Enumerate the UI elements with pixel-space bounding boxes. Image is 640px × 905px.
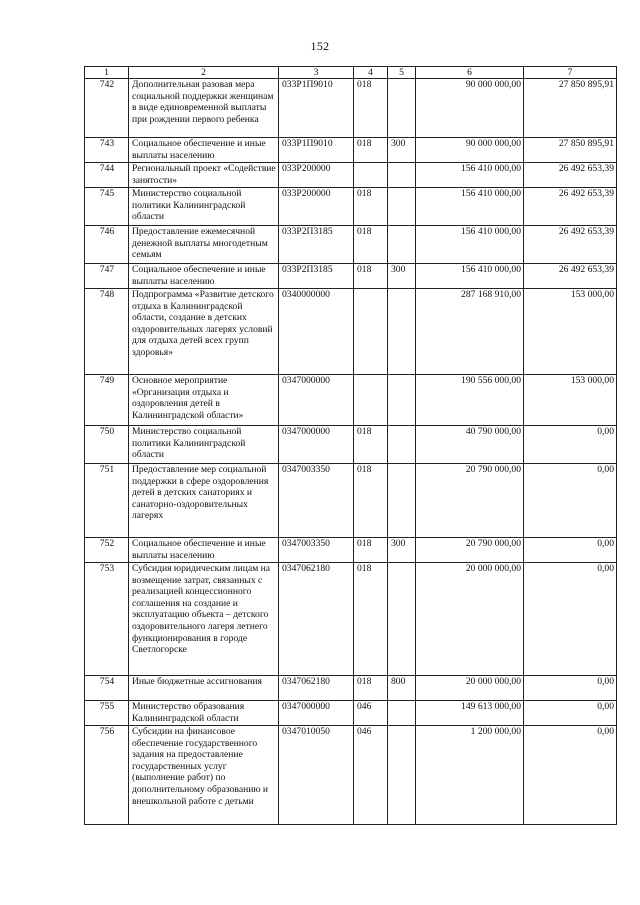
row-ministry-code: 046	[354, 701, 388, 726]
row-code: 0347000000	[279, 426, 354, 464]
row-planned-amount: 156 410 000,00	[416, 163, 524, 188]
column-header: 4	[354, 67, 388, 79]
row-planned-amount: 1 200 000,00	[416, 726, 524, 825]
table-row	[85, 701, 617, 726]
table-row	[85, 289, 617, 375]
row-name: Субсидия юридическим лицам на возмещение затрат, связанных с реализацией концессионного соглашения на создание и эксплуатацию объекта – детского оздоровительного лагеря летнего функционирования в городе Светлогорске	[129, 563, 279, 676]
row-code: 0340000000	[279, 289, 354, 375]
row-name: Социальное обеспечение и иные выплаты населению	[129, 538, 279, 563]
row-ministry-code	[354, 289, 388, 375]
row-code: 0347062180	[279, 676, 354, 701]
row-code: 033Р200000	[279, 188, 354, 226]
row-code: 0347000000	[279, 375, 354, 426]
row-executed-amount: 153 000,00	[524, 289, 617, 375]
table-row	[85, 226, 617, 264]
column-header: 6	[416, 67, 524, 79]
row-number: 752	[85, 538, 129, 563]
column-header: 5	[388, 67, 416, 79]
row-planned-amount: 287 168 910,00	[416, 289, 524, 375]
column-header: 2	[129, 67, 279, 79]
table-row	[85, 138, 617, 163]
row-expense-type: 300	[388, 538, 416, 563]
row-planned-amount: 190 556 000,00	[416, 375, 524, 426]
row-executed-amount: 26 492 653,39	[524, 163, 617, 188]
row-code: 0347003350	[279, 464, 354, 538]
row-number: 745	[85, 188, 129, 226]
row-executed-amount: 0,00	[524, 701, 617, 726]
row-code: 0347010050	[279, 726, 354, 825]
row-expense-type	[388, 163, 416, 188]
row-code: 033Р1П9010	[279, 138, 354, 163]
row-ministry-code: 018	[354, 426, 388, 464]
row-planned-amount: 90 000 000,00	[416, 138, 524, 163]
column-header: 3	[279, 67, 354, 79]
row-name: Региональный проект «Содействие занятости»	[129, 163, 279, 188]
row-ministry-code: 018	[354, 563, 388, 676]
row-number: 750	[85, 426, 129, 464]
row-planned-amount: 20 000 000,00	[416, 676, 524, 701]
row-executed-amount: 0,00	[524, 538, 617, 563]
row-number: 746	[85, 226, 129, 264]
row-code: 033Р1П9010	[279, 79, 354, 138]
row-code: 033Р2П3185	[279, 226, 354, 264]
row-executed-amount: 0,00	[524, 726, 617, 825]
row-code: 0347062180	[279, 563, 354, 676]
budget-table	[84, 66, 617, 825]
table-row	[85, 264, 617, 289]
row-executed-amount: 26 492 653,39	[524, 188, 617, 226]
header-row	[85, 67, 617, 79]
column-header: 7	[524, 67, 617, 79]
row-expense-type	[388, 226, 416, 264]
row-expense-type: 300	[388, 138, 416, 163]
row-executed-amount: 0,00	[524, 676, 617, 701]
row-planned-amount: 156 410 000,00	[416, 226, 524, 264]
row-expense-type	[388, 464, 416, 538]
row-expense-type	[388, 79, 416, 138]
table-row	[85, 538, 617, 563]
table-row	[85, 426, 617, 464]
row-expense-type	[388, 426, 416, 464]
row-number: 749	[85, 375, 129, 426]
row-ministry-code: 018	[354, 188, 388, 226]
row-number: 743	[85, 138, 129, 163]
row-executed-amount: 0,00	[524, 563, 617, 676]
column-header: 1	[85, 67, 129, 79]
row-number: 747	[85, 264, 129, 289]
row-name: Социальное обеспечение и иные выплаты населению	[129, 138, 279, 163]
row-name: Иные бюджетные ассигнования	[129, 676, 279, 701]
row-executed-amount: 27 850 895,91	[524, 79, 617, 138]
row-executed-amount: 26 492 653,39	[524, 264, 617, 289]
row-code: 033Р200000	[279, 163, 354, 188]
row-expense-type	[388, 563, 416, 676]
row-expense-type: 800	[388, 676, 416, 701]
row-expense-type	[388, 375, 416, 426]
row-expense-type	[388, 726, 416, 825]
row-name: Министерство образования Калининградской области	[129, 701, 279, 726]
row-planned-amount: 156 410 000,00	[416, 264, 524, 289]
row-name: Министерство социальной политики Калининградской области	[129, 426, 279, 464]
row-expense-type	[388, 701, 416, 726]
row-planned-amount: 20 790 000,00	[416, 538, 524, 563]
row-ministry-code	[354, 163, 388, 188]
row-planned-amount: 20 790 000,00	[416, 464, 524, 538]
table-row	[85, 163, 617, 188]
table-row	[85, 726, 617, 825]
row-number: 748	[85, 289, 129, 375]
row-number: 744	[85, 163, 129, 188]
row-planned-amount: 40 790 000,00	[416, 426, 524, 464]
row-code: 0347003350	[279, 538, 354, 563]
table-row	[85, 188, 617, 226]
row-ministry-code: 018	[354, 79, 388, 138]
row-code: 0347000000	[279, 701, 354, 726]
row-name: Основное мероприятие «Организация отдыха и оздоровления детей в Калининградской области»	[129, 375, 279, 426]
row-ministry-code: 018	[354, 464, 388, 538]
table-row	[85, 676, 617, 701]
row-number: 753	[85, 563, 129, 676]
table-row	[85, 375, 617, 426]
table-row	[85, 464, 617, 538]
row-code: 033Р2П3185	[279, 264, 354, 289]
row-name: Предоставление ежемесячной денежной выплаты многодетным семьям	[129, 226, 279, 264]
row-ministry-code	[354, 375, 388, 426]
row-executed-amount: 153 000,00	[524, 375, 617, 426]
row-executed-amount: 0,00	[524, 464, 617, 538]
row-name: Министерство социальной политики Калининградской области	[129, 188, 279, 226]
row-planned-amount: 90 000 000,00	[416, 79, 524, 138]
row-ministry-code: 018	[354, 676, 388, 701]
row-ministry-code: 018	[354, 538, 388, 563]
row-number: 742	[85, 79, 129, 138]
table-row	[85, 563, 617, 676]
row-ministry-code: 018	[354, 264, 388, 289]
row-name: Подпрограмма «Развитие детского отдыха в Калининградской области, создание в детских оздоровительных лагерях условий для отдыха детей всех групп здоровья»	[129, 289, 279, 375]
row-executed-amount: 27 850 895,91	[524, 138, 617, 163]
row-expense-type: 300	[388, 264, 416, 289]
row-ministry-code: 018	[354, 138, 388, 163]
row-number: 756	[85, 726, 129, 825]
row-ministry-code: 018	[354, 226, 388, 264]
row-name: Дополнительная разовая мера социальной поддержки женщинам в виде единовременной выплаты при рождении первого ребенка	[129, 79, 279, 138]
row-name: Предоставление мер социальной поддержки в сфере оздоровления детей в детских санаториях и санаторно-оздоровительных лагерях	[129, 464, 279, 538]
row-name: Субсидии на финансовое обеспечение государственного задания на предоставление государственных услуг (выполнение работ) по дополнительному образованию и внешкольной работе с детьми	[129, 726, 279, 825]
row-expense-type	[388, 289, 416, 375]
row-expense-type	[388, 188, 416, 226]
row-executed-amount: 26 492 653,39	[524, 226, 617, 264]
page-number: 152	[310, 39, 330, 53]
row-planned-amount: 20 000 000,00	[416, 563, 524, 676]
table-row	[85, 79, 617, 138]
row-number: 751	[85, 464, 129, 538]
row-number: 755	[85, 701, 129, 726]
row-number: 754	[85, 676, 129, 701]
row-planned-amount: 149 613 000,00	[416, 701, 524, 726]
row-name: Социальное обеспечение и иные выплаты населению	[129, 264, 279, 289]
row-executed-amount: 0,00	[524, 426, 617, 464]
row-ministry-code: 046	[354, 726, 388, 825]
row-planned-amount: 156 410 000,00	[416, 188, 524, 226]
